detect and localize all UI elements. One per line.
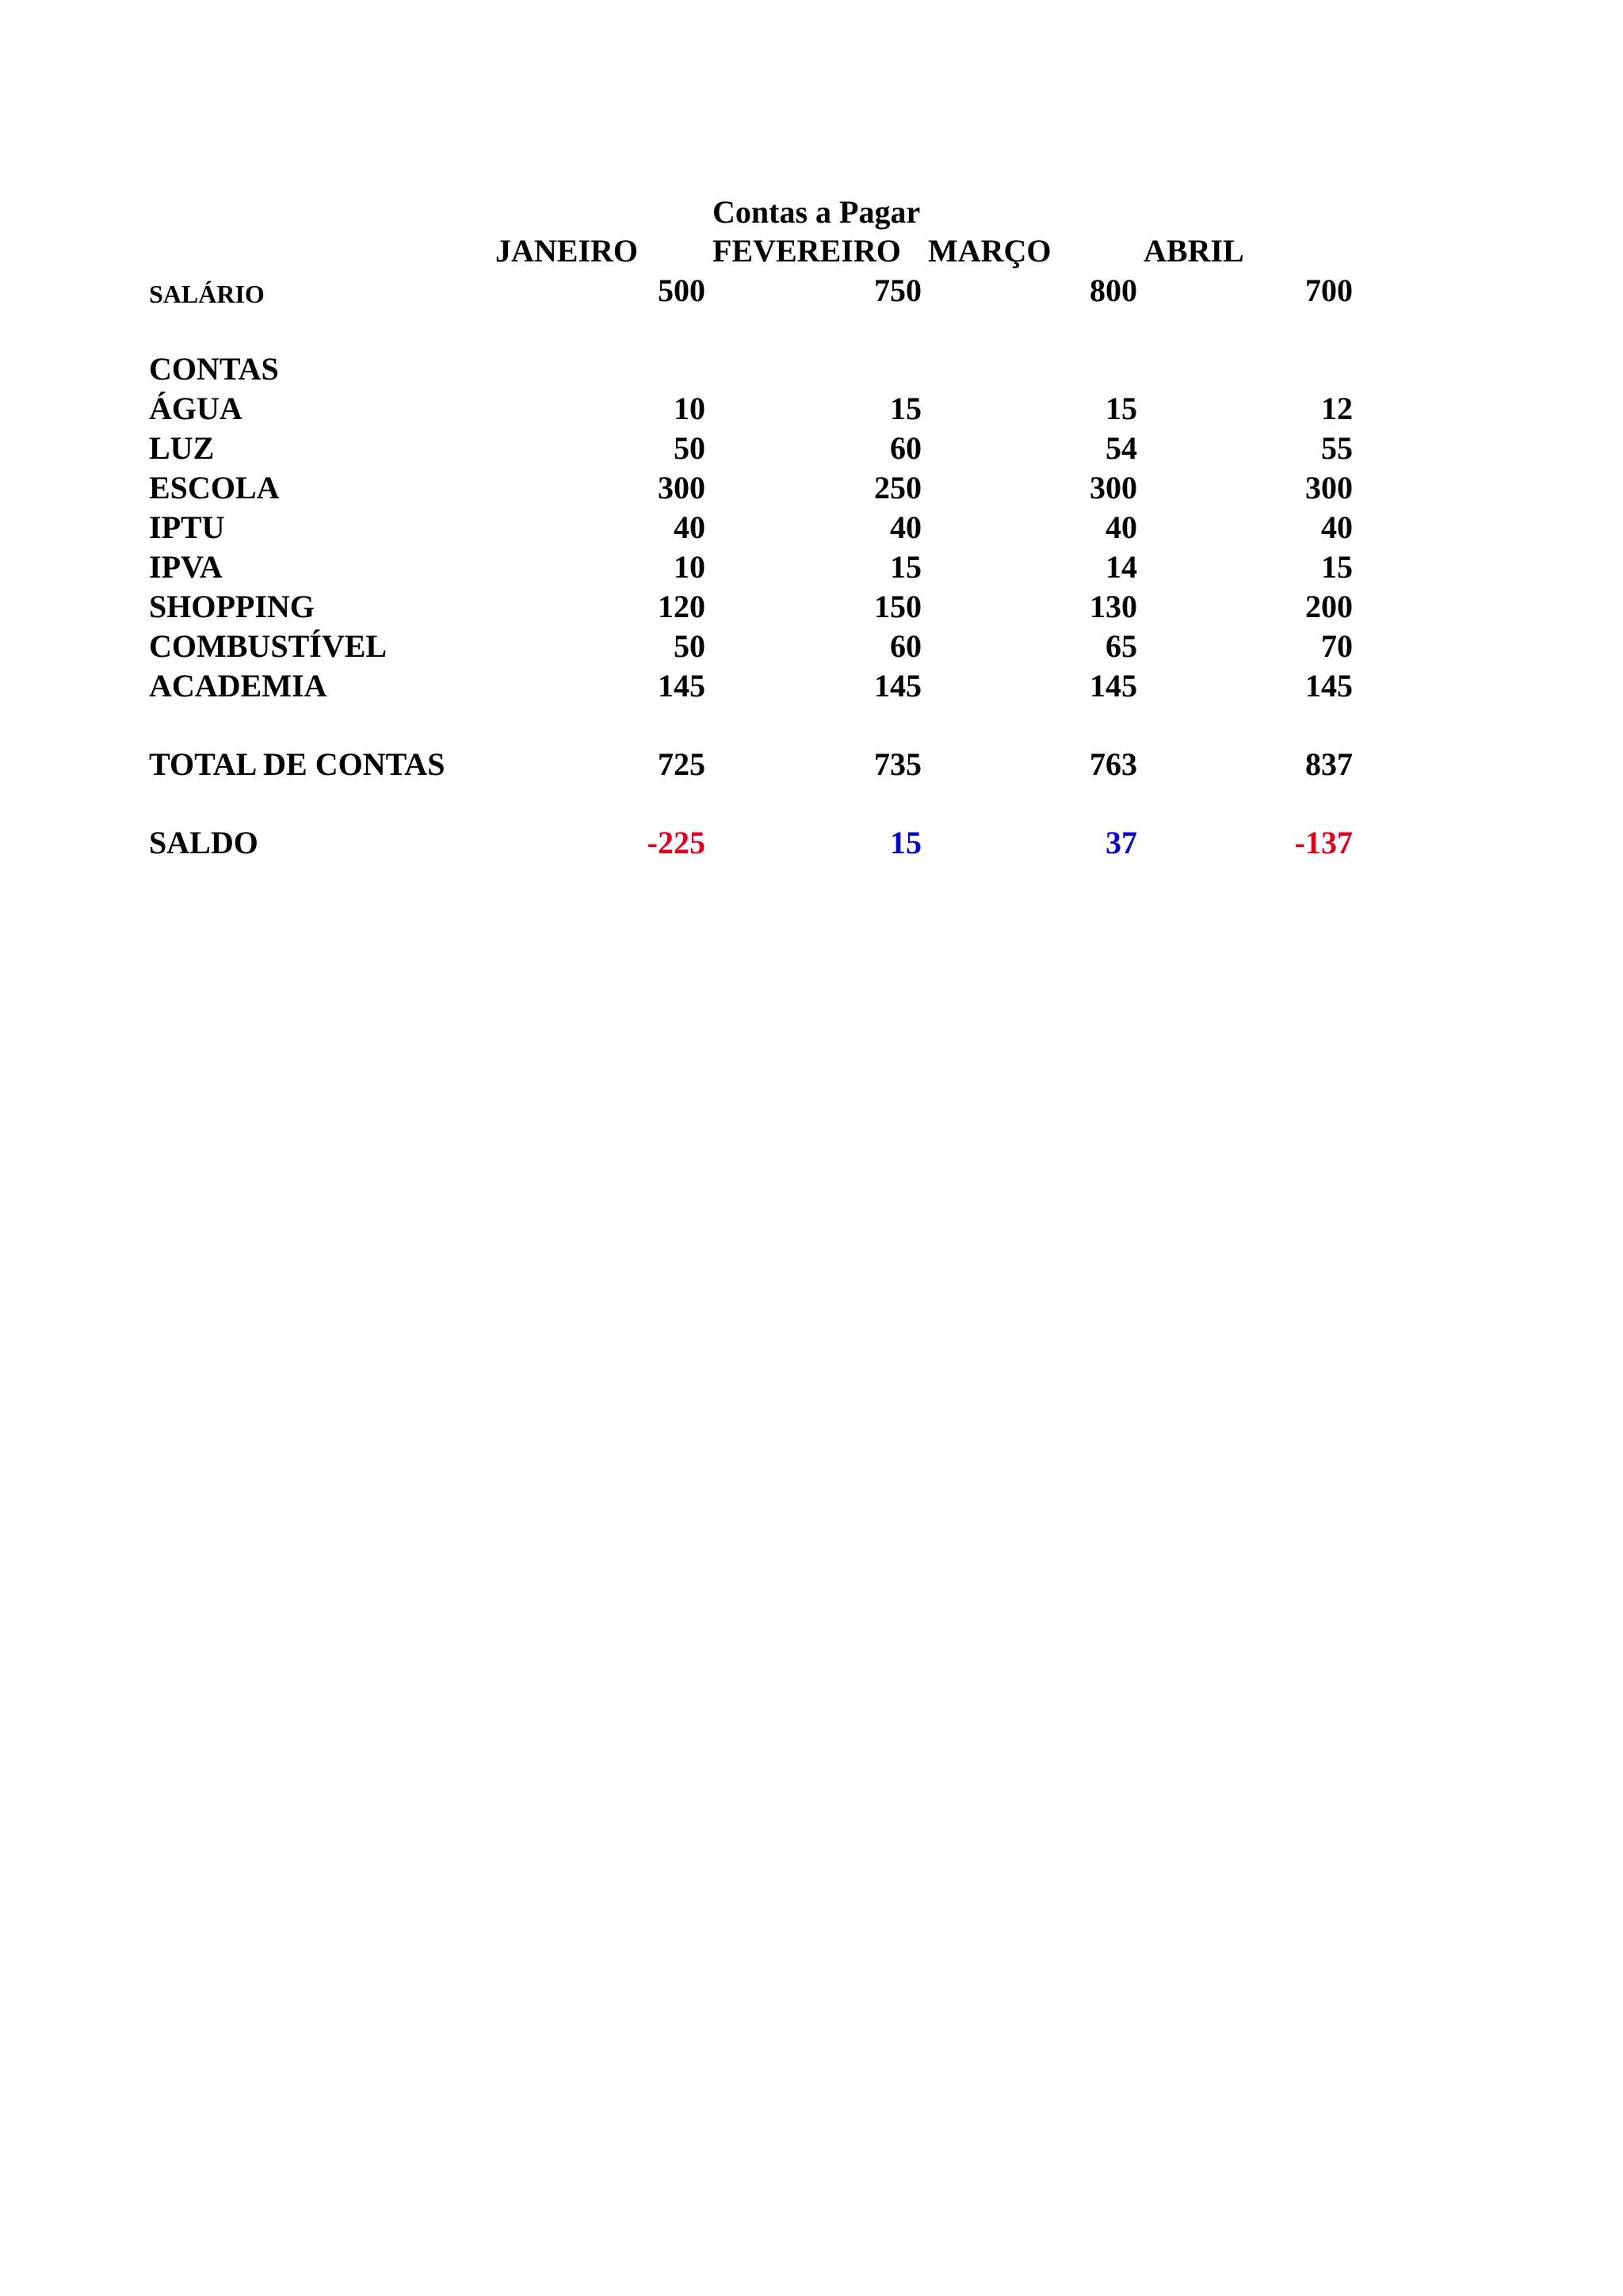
total-label: TOTAL DE CONTAS (149, 746, 445, 782)
account-value: 50 (674, 628, 705, 664)
account-label: LUZ (149, 430, 215, 466)
account-value: 145 (658, 668, 705, 704)
account-value: 250 (874, 470, 922, 505)
balance-value: 37 (1106, 825, 1137, 860)
total-value: 735 (874, 746, 922, 782)
account-label: IPVA (149, 549, 223, 585)
account-value: 15 (1321, 549, 1353, 585)
account-value: 150 (874, 589, 922, 624)
salary-value: 700 (1305, 273, 1353, 308)
month-header-fevereiro: FEVEREIRO (712, 233, 901, 269)
account-value: 15 (1106, 391, 1137, 426)
account-value: 300 (1305, 470, 1353, 505)
account-value: 55 (1321, 430, 1353, 466)
balance-label: SALDO (149, 825, 258, 860)
account-value: 15 (890, 391, 922, 426)
account-label: ÁGUA (149, 391, 242, 426)
account-value: 145 (1090, 668, 1137, 704)
account-value: 15 (890, 549, 922, 585)
account-value: 300 (1090, 470, 1137, 505)
balance-value: 15 (890, 825, 922, 860)
account-value: 40 (1106, 509, 1137, 545)
account-value: 130 (1090, 589, 1137, 624)
account-label: IPTU (149, 509, 225, 545)
salary-value: 500 (658, 273, 705, 308)
account-value: 40 (674, 509, 705, 545)
account-value: 300 (658, 470, 705, 505)
account-value: 200 (1305, 589, 1353, 624)
account-label: SHOPPING (149, 589, 315, 624)
account-value: 60 (890, 628, 922, 664)
balance-value: -225 (647, 825, 705, 860)
account-label: ESCOLA (149, 470, 280, 505)
balance-value: -137 (1294, 825, 1353, 860)
month-header-abril: ABRIL (1144, 233, 1244, 269)
section-label: CONTAS (149, 351, 279, 387)
account-value: 14 (1106, 549, 1137, 585)
account-value: 12 (1321, 391, 1353, 426)
sheet-title: Contas a Pagar (712, 194, 921, 230)
total-value: 837 (1305, 746, 1353, 782)
salary-label: SALÁRIO (149, 280, 265, 308)
account-label: ACADEMIA (149, 668, 327, 704)
account-value: 60 (890, 430, 922, 466)
account-value: 70 (1321, 628, 1353, 664)
account-value: 10 (674, 391, 705, 426)
account-value: 145 (1305, 668, 1353, 704)
account-value: 50 (674, 430, 705, 466)
month-header-janeiro: JANEIRO (495, 233, 639, 269)
total-value: 725 (658, 746, 705, 782)
salary-value: 800 (1090, 273, 1137, 308)
account-label: COMBUSTÍVEL (149, 628, 388, 664)
total-value: 763 (1090, 746, 1137, 782)
account-value: 54 (1106, 430, 1137, 466)
account-value: 145 (874, 668, 922, 704)
account-value: 120 (658, 589, 705, 624)
month-header-marco: MARÇO (928, 233, 1052, 269)
account-value: 40 (1321, 509, 1353, 545)
account-value: 65 (1106, 628, 1137, 664)
account-value: 40 (890, 509, 922, 545)
salary-value: 750 (874, 273, 922, 308)
account-value: 10 (674, 549, 705, 585)
